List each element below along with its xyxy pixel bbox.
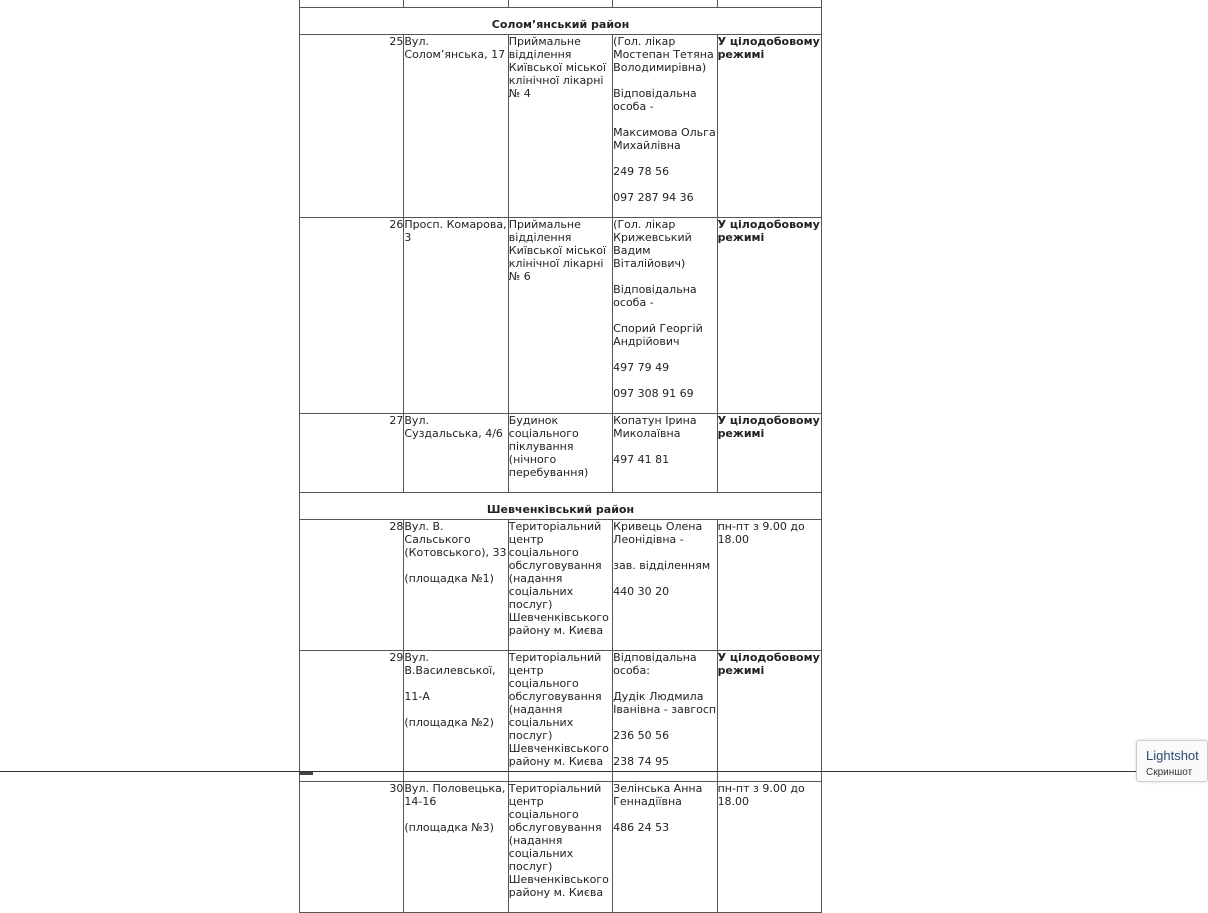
working-hours-cell bbox=[717, 782, 821, 913]
contact-line: (Гол. лікар Крижевський Вадим Віталійович) bbox=[613, 218, 692, 270]
contact-line: Дудік Людмила Іванівна - завгосп bbox=[613, 690, 717, 716]
working-hours-cell bbox=[717, 218, 821, 414]
table-row bbox=[300, 414, 822, 493]
address-line: Вул. В. Сальського (Котовського), 33 bbox=[404, 520, 507, 559]
contact-line: Копатун Ірина Миколаївна bbox=[613, 414, 697, 440]
working-hours: пн-пт з 9.00 до 18.00 bbox=[717, 520, 805, 546]
table-row-top-stub bbox=[300, 0, 822, 8]
institution-name: Будинок соціального піклування (нічного перебування) bbox=[508, 414, 589, 479]
working-hours: У цілодобовому режимі bbox=[717, 218, 820, 244]
page-divider bbox=[0, 771, 1142, 772]
working-hours: У цілодобовому режимі bbox=[717, 414, 820, 440]
address-cell bbox=[404, 35, 508, 218]
contact-line: 486 24 53 bbox=[613, 821, 670, 834]
address-cell bbox=[404, 651, 508, 782]
address-line: Просп. Комарова, 3 bbox=[404, 218, 507, 244]
address-line: Вул. Половецька, 14-16 bbox=[404, 782, 506, 808]
address-line: Вул. Солом’янська, 17 bbox=[404, 35, 506, 61]
contacts-cell bbox=[613, 651, 717, 782]
address-cell bbox=[404, 414, 508, 493]
contact-line: (Гол. лікар Мостепан Тетяна Володимирівна) bbox=[613, 35, 714, 74]
table-row bbox=[300, 218, 822, 414]
district-header-row bbox=[300, 8, 822, 35]
lightshot-title: Lightshot bbox=[1146, 748, 1199, 763]
address-line: Вул. Суздальська, 4/6 bbox=[404, 414, 503, 440]
institution-cell bbox=[508, 218, 612, 414]
table-row bbox=[300, 651, 822, 782]
row-number: 27 bbox=[300, 414, 404, 493]
institution-name: Приймальне відділення Київської міської клінічної лікарні № 6 bbox=[508, 218, 607, 283]
district-name: Шевченківський район bbox=[300, 493, 822, 520]
institution-cell bbox=[508, 782, 612, 913]
working-hours: У цілодобовому режимі bbox=[717, 651, 820, 677]
district-name: Солом’янський район bbox=[300, 8, 822, 35]
lightshot-widget[interactable] bbox=[1136, 740, 1208, 782]
address-line: Вул. В.Василевської, bbox=[404, 651, 496, 677]
address-line: (площадка №2) bbox=[404, 716, 494, 729]
address-line: (площадка №1) bbox=[404, 572, 494, 585]
address-line: 11-А bbox=[404, 690, 430, 703]
institution-name: Територіальний центр соціального обслуговування (надання соціальних послуг) Шевченківського району м. Києва bbox=[508, 782, 609, 899]
contacts-cell bbox=[613, 218, 717, 414]
working-hours-cell bbox=[717, 35, 821, 218]
address-cell bbox=[404, 218, 508, 414]
institution-cell bbox=[508, 651, 612, 782]
row-number: 29 bbox=[300, 651, 404, 782]
contact-line: зав. відділенням bbox=[613, 559, 711, 572]
lightshot-subtitle: Скриншот bbox=[1146, 767, 1193, 778]
table-row bbox=[300, 520, 822, 651]
contact-line: 097 308 91 69 bbox=[613, 387, 694, 400]
institution-name: Приймальне відділення Київської міської клінічної лікарні № 4 bbox=[508, 35, 607, 100]
contact-line: Максимова Ольга Михайлівна bbox=[613, 126, 716, 152]
address-cell bbox=[404, 782, 508, 913]
contact-line: Кривець Олена Леонідівна - bbox=[613, 520, 703, 546]
contacts-cell bbox=[613, 782, 717, 913]
contact-line: 440 30 20 bbox=[613, 585, 670, 598]
contact-line: 238 74 95 bbox=[613, 755, 670, 768]
institution-cell bbox=[508, 35, 612, 218]
working-hours: У цілодобовому режимі bbox=[717, 35, 820, 61]
table-row bbox=[300, 35, 822, 218]
working-hours-cell bbox=[717, 520, 821, 651]
table-row bbox=[300, 782, 822, 913]
contact-line: Відповідальна особа: bbox=[613, 651, 697, 677]
institution-cell bbox=[508, 520, 612, 651]
address-cell bbox=[404, 520, 508, 651]
contact-line: 497 79 49 bbox=[613, 361, 670, 374]
address-line: (площадка №3) bbox=[404, 821, 494, 834]
contact-line: 249 78 56 bbox=[613, 165, 670, 178]
contact-line: 097 287 94 36 bbox=[613, 191, 694, 204]
shelters-table bbox=[299, 0, 822, 913]
contact-line: Зелінська Анна Геннадіївна bbox=[613, 782, 703, 808]
row-number: 30 bbox=[300, 782, 404, 913]
contact-line: Відповідальна особа - bbox=[613, 283, 697, 309]
contact-line: 497 41 81 bbox=[613, 453, 670, 466]
institution-name: Територіальний центр соціального обслуговування (надання соціальних послуг) Шевченківського району м. Києва bbox=[508, 520, 609, 637]
contacts-cell bbox=[613, 35, 717, 218]
row-number: 25 bbox=[300, 35, 404, 218]
institution-name: Територіальний центр соціального обслуговування (надання соціальних послуг) Шевченківського району м. Києва bbox=[508, 651, 609, 768]
contact-line: Спорий Георгій Андрійович bbox=[613, 322, 703, 348]
working-hours-cell bbox=[717, 414, 821, 493]
contacts-cell bbox=[613, 414, 717, 493]
row-number: 26 bbox=[300, 218, 404, 414]
institution-cell bbox=[508, 414, 612, 493]
contacts-cell bbox=[613, 520, 717, 651]
contact-line: Відповідальна особа - bbox=[613, 87, 697, 113]
district-header-row bbox=[300, 493, 822, 520]
next-text-fragment bbox=[299, 772, 313, 775]
row-number: 28 bbox=[300, 520, 404, 651]
working-hours: пн-пт з 9.00 до 18.00 bbox=[717, 782, 805, 808]
working-hours-cell bbox=[717, 651, 821, 782]
contact-line: 236 50 56 bbox=[613, 729, 670, 742]
